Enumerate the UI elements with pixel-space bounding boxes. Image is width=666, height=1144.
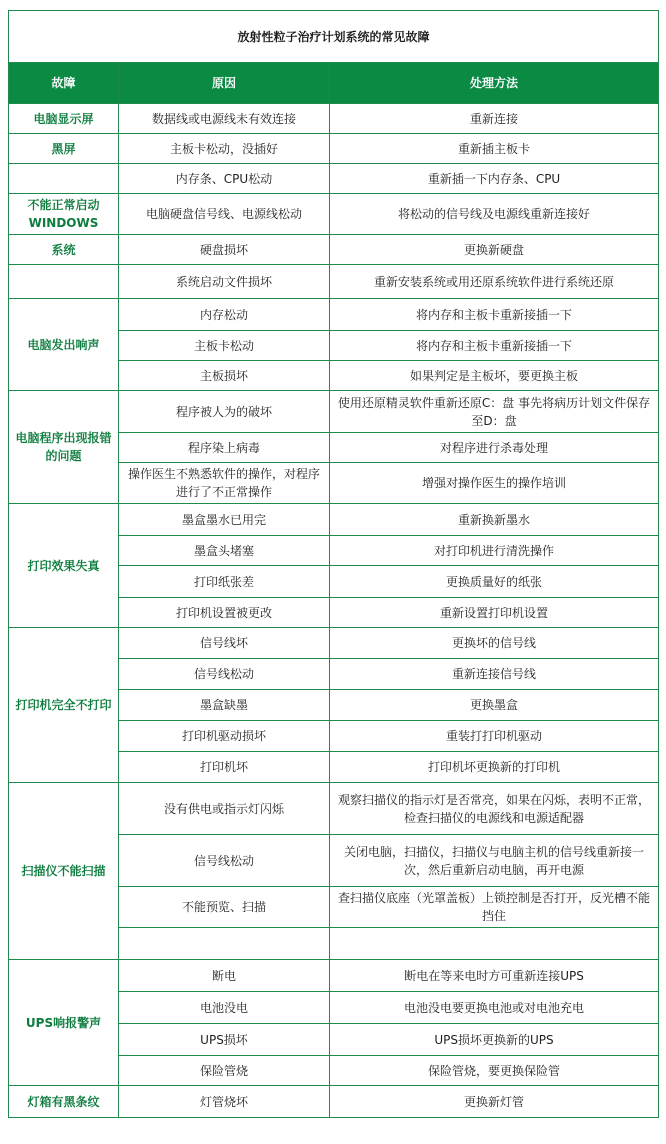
header-row <box>9 63 659 104</box>
fault-cell: 黑屏 <box>9 134 119 164</box>
method-cell: 重新安装系统或用还原系统软件进行系统还原 <box>330 265 659 299</box>
fault-cell: 扫描仪不能扫描 <box>9 783 119 960</box>
method-cell: 将内存和主板卡重新接插一下 <box>330 299 659 331</box>
cause-cell: 操作医生不熟悉软件的操作，对程序进行了不正常操作 <box>119 463 330 504</box>
method-cell: 观察扫描仪的指示灯是否常亮，如果在闪烁，表明不正常，检查扫描仪的电源线和电源适配器 <box>330 783 659 835</box>
fault-cell: 电脑显示屏 <box>9 104 119 134</box>
cause-cell: 没有供电或指示灯闪烁 <box>119 783 330 835</box>
table-row <box>9 783 659 835</box>
fault-cell <box>9 265 119 299</box>
cause-cell: 内存条、CPU松动 <box>119 164 330 194</box>
fault-cell: 电脑发出响声 <box>9 299 119 391</box>
title-row <box>9 11 659 63</box>
cause-cell: 墨盒墨水已用完 <box>119 504 330 536</box>
method-cell: 重新换新墨水 <box>330 504 659 536</box>
method-cell: 更换新灯管 <box>330 1086 659 1118</box>
table-row <box>9 164 659 194</box>
method-cell <box>330 928 659 960</box>
method-cell: 电池没电要更换电池或对电池充电 <box>330 992 659 1024</box>
method-cell: 重装打打印机驱动 <box>330 721 659 752</box>
table-row <box>9 960 659 992</box>
method-cell: 更换墨盒 <box>330 690 659 721</box>
method-cell: UPS损坏更换新的UPS <box>330 1024 659 1056</box>
cause-cell: 信号线松动 <box>119 835 330 887</box>
method-cell: 将松动的信号线及电源线重新连接好 <box>330 194 659 235</box>
fault-cell: 灯箱有黑条纹 <box>9 1086 119 1118</box>
method-cell: 断电在等来电时方可重新连接UPS <box>330 960 659 992</box>
header-fault: 故障 <box>9 63 119 104</box>
method-cell: 对打印机进行清洗操作 <box>330 536 659 566</box>
method-cell: 打印机坏更换新的打印机 <box>330 752 659 783</box>
cause-cell: 数据线或电源线未有效连接 <box>119 104 330 134</box>
method-cell: 关闭电脑，扫描仪，扫描仪与电脑主机的信号线重新接一次，然后重新启动电脑，再开电源 <box>330 835 659 887</box>
cause-cell: 灯管烧坏 <box>119 1086 330 1118</box>
method-cell: 更换新硬盘 <box>330 235 659 265</box>
cause-cell: 硬盘损坏 <box>119 235 330 265</box>
table-row <box>9 299 659 331</box>
cause-cell: 保险管烧 <box>119 1056 330 1086</box>
cause-cell: 打印纸张差 <box>119 566 330 598</box>
method-cell: 重新连接信号线 <box>330 659 659 690</box>
table-row <box>9 1086 659 1118</box>
cause-cell: 墨盒缺墨 <box>119 690 330 721</box>
cause-cell: 墨盒头堵塞 <box>119 536 330 566</box>
table-row <box>9 265 659 299</box>
method-cell: 更换质量好的纸张 <box>330 566 659 598</box>
cause-cell: UPS损坏 <box>119 1024 330 1056</box>
cause-cell: 信号线坏 <box>119 628 330 659</box>
table-row <box>9 104 659 134</box>
table-row <box>9 391 659 433</box>
method-cell: 增强对操作医生的操作培训 <box>330 463 659 504</box>
cause-cell: 电脑硬盘信号线、电源线松动 <box>119 194 330 235</box>
method-cell: 使用还原精灵软件重新还原C：盘 事先将病历计划文件保存至D：盘 <box>330 391 659 433</box>
fault-cell: 打印效果失真 <box>9 504 119 628</box>
cause-cell: 电池没电 <box>119 992 330 1024</box>
cause-cell: 内存松动 <box>119 299 330 331</box>
fault-cell: 系统 <box>9 235 119 265</box>
cause-cell: 程序染上病毒 <box>119 433 330 463</box>
fault-cell <box>9 164 119 194</box>
cause-cell: 打印机设置被更改 <box>119 598 330 628</box>
table-title: 放射性粒子治疗计划系统的常见故障 <box>9 11 659 63</box>
method-cell: 如果判定是主板坏，要更换主板 <box>330 361 659 391</box>
method-cell: 查扫描仪底座（光罩盖板）上锁控制是否打开，反光槽不能挡住 <box>330 887 659 928</box>
cause-cell: 打印机坏 <box>119 752 330 783</box>
fault-cell: 电脑程序出现报错的问题 <box>9 391 119 504</box>
header-cause: 原因 <box>119 63 330 104</box>
method-cell: 重新插一下内存条、CPU <box>330 164 659 194</box>
cause-cell: 不能预览、扫描 <box>119 887 330 928</box>
cause-cell: 主板损坏 <box>119 361 330 391</box>
fault-cell: UPS响报警声 <box>9 960 119 1086</box>
method-cell: 对程序进行杀毒处理 <box>330 433 659 463</box>
table-row <box>9 628 659 659</box>
cause-cell: 打印机驱动损坏 <box>119 721 330 752</box>
table-row <box>9 235 659 265</box>
cause-cell: 系统启动文件损坏 <box>119 265 330 299</box>
cause-cell: 程序被人为的破坏 <box>119 391 330 433</box>
cause-cell: 主板卡松动，没插好 <box>119 134 330 164</box>
method-cell: 重新连接 <box>330 104 659 134</box>
cause-cell: 信号线松动 <box>119 659 330 690</box>
cause-cell: 断电 <box>119 960 330 992</box>
method-cell: 重新插主板卡 <box>330 134 659 164</box>
method-cell: 保险管烧，要更换保险管 <box>330 1056 659 1086</box>
table-row <box>9 134 659 164</box>
fault-table <box>8 10 659 1118</box>
method-cell: 将内存和主板卡重新接插一下 <box>330 331 659 361</box>
cause-cell: 主板卡松动 <box>119 331 330 361</box>
table-row <box>9 504 659 536</box>
fault-cell: 打印机完全不打印 <box>9 628 119 783</box>
header-method: 处理方法 <box>330 63 659 104</box>
table-row <box>9 194 659 235</box>
method-cell: 更换坏的信号线 <box>330 628 659 659</box>
cause-cell <box>119 928 330 960</box>
fault-cell: 不能正常启动WINDOWS <box>9 194 119 235</box>
method-cell: 重新设置打印机设置 <box>330 598 659 628</box>
